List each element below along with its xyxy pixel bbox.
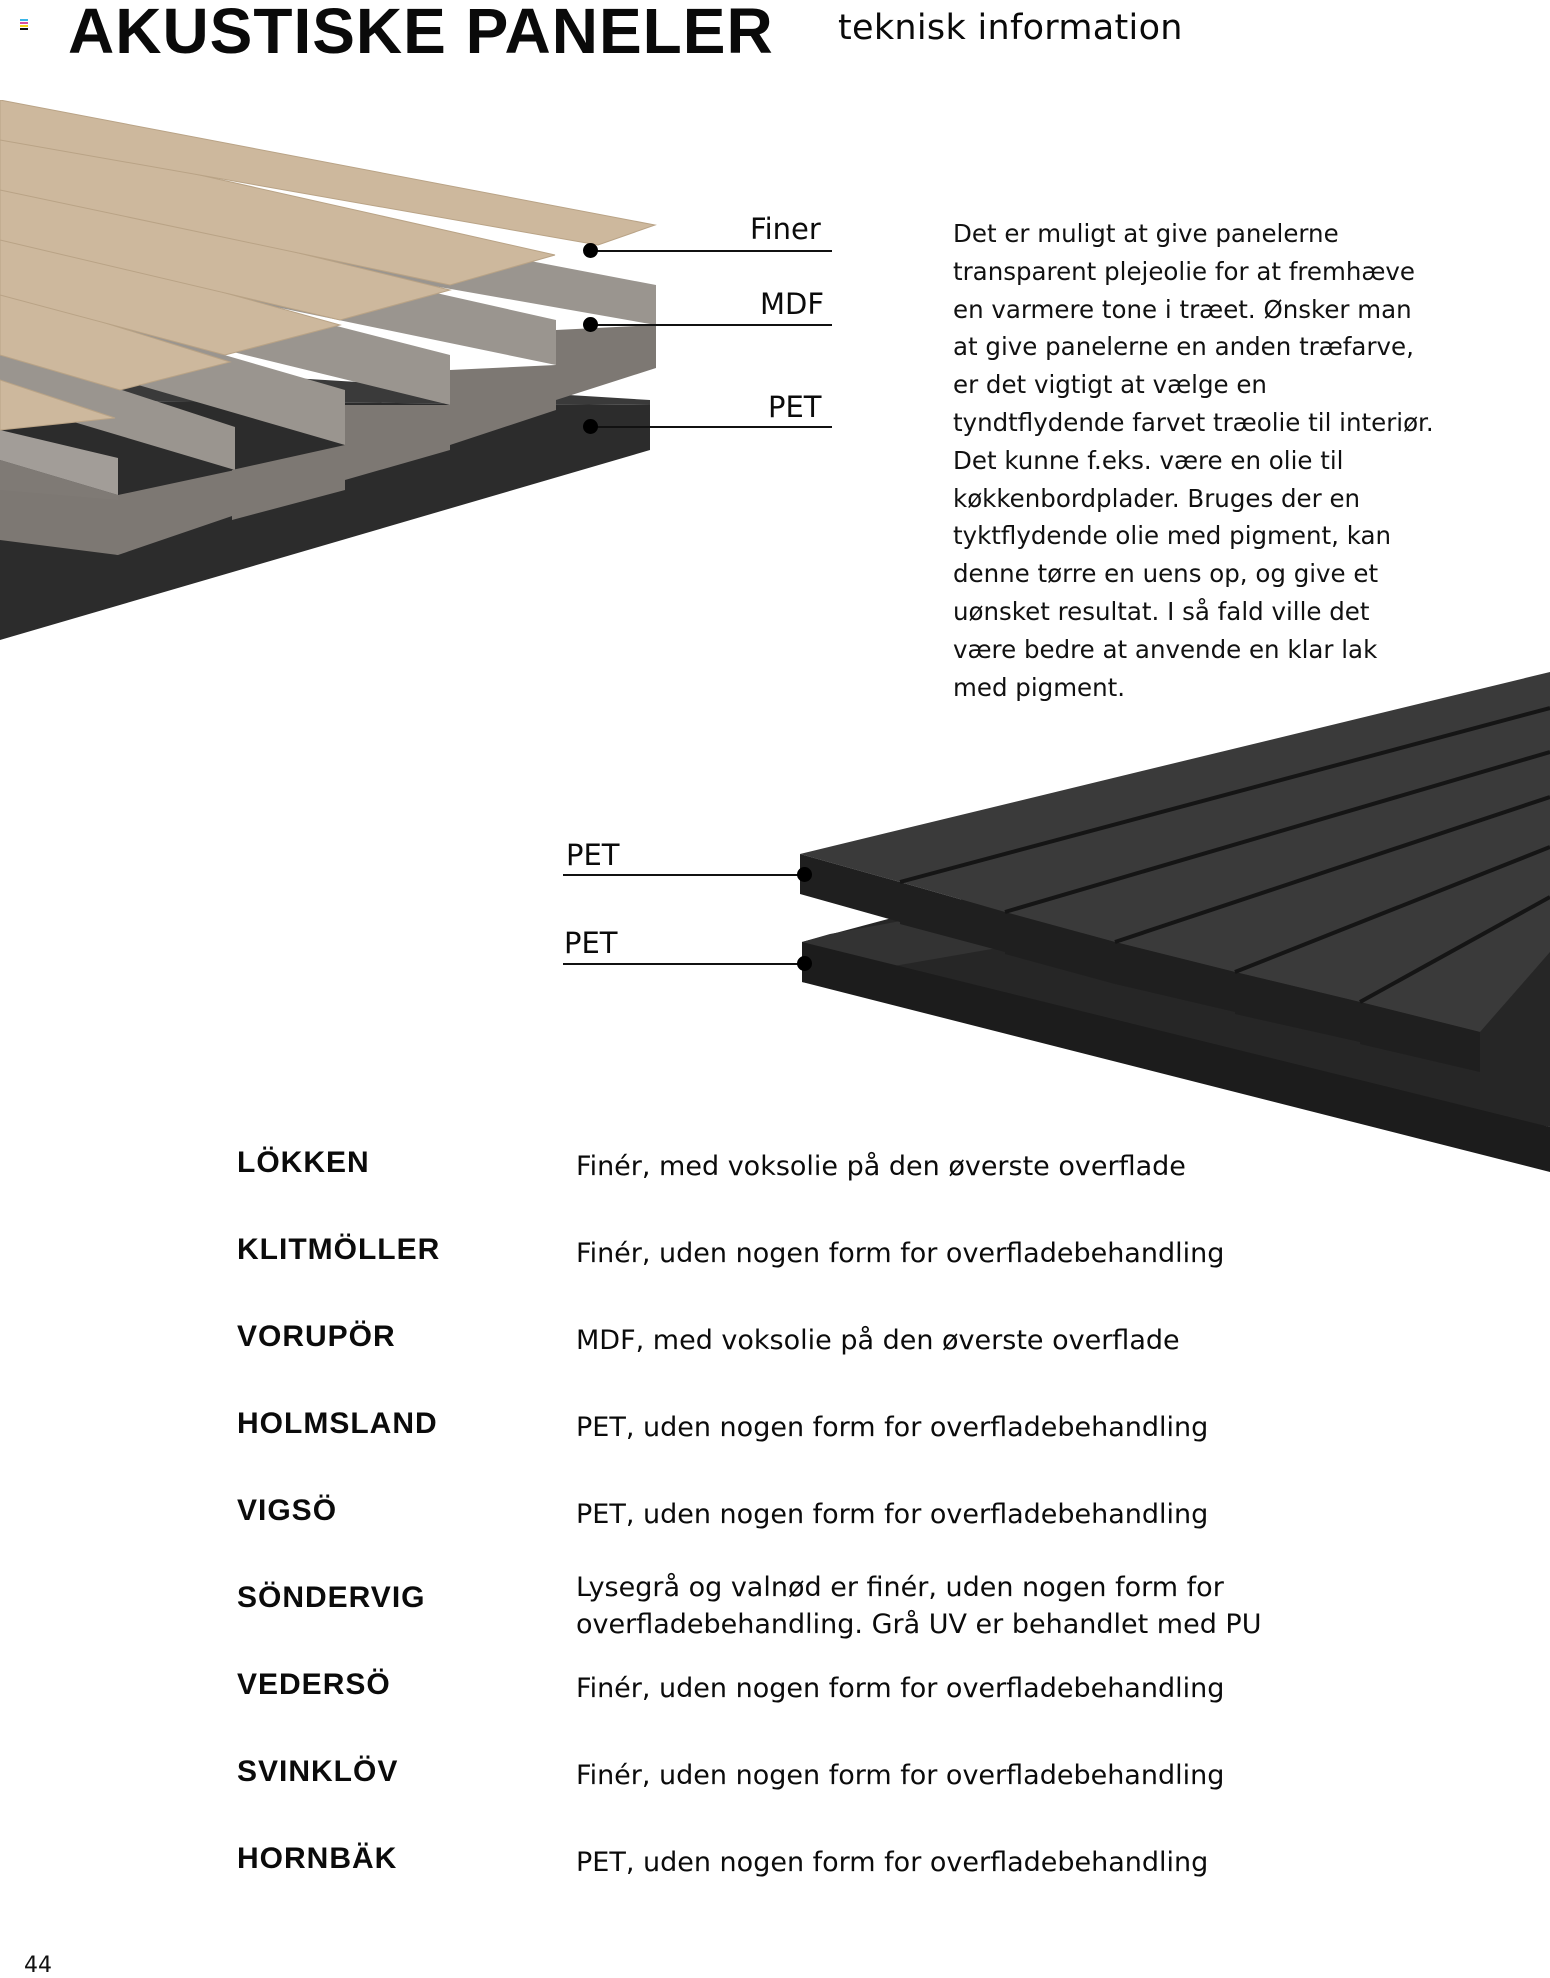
paragraph-line: tyndtflydende farvet træolie til interiør. [953, 407, 1434, 437]
label-mdf: MDF [760, 287, 825, 321]
paragraph-line: transparent plejeolie for at fremhæve [953, 256, 1415, 286]
leader-line [590, 324, 832, 326]
product-description: PET, uden nogen form for overfladebehandling [576, 1499, 1209, 1530]
label-finer: Finer [750, 212, 821, 246]
color-bar-icon [20, 19, 28, 29]
paragraph-line: Det er muligt at give panelerne [953, 219, 1339, 248]
product-description [576, 1569, 1261, 1643]
pointer-dot [583, 317, 598, 332]
paragraph-line: er det vigtigt at vælge en [953, 370, 1267, 400]
paragraph-line: med pigment. [953, 672, 1126, 702]
paragraph-line: denne tørre en uens op, og give et [953, 559, 1379, 589]
description-line: Lysegrå og valnød er finér, uden nogen form for [576, 1572, 1224, 1603]
paragraph-line: være bedre at anvende en klar lak [953, 634, 1378, 664]
label-pet-slat: PET [566, 838, 620, 872]
paragraph-line: køkkenbordplader. Bruges der en [953, 483, 1361, 513]
leader-line [590, 426, 832, 428]
paragraph-line: Det kunne f.eks. være en olie til [953, 445, 1344, 475]
product-name: KLITMÖLLER [237, 1233, 441, 1266]
page-subtitle: teknisk information [838, 8, 1183, 48]
paragraph-line: at give panelerne en anden træfarve, [953, 332, 1414, 362]
product-name: VIGSÖ [237, 1494, 338, 1527]
leader-line [590, 250, 832, 252]
product-name: HOLMSLAND [237, 1407, 438, 1440]
page-title: AKUSTISKE PANELER [68, 0, 774, 67]
product-name: HORNBÄK [237, 1842, 398, 1875]
pointer-dot [797, 956, 812, 971]
product-description: PET, uden nogen form for overfladebehandling [576, 1847, 1209, 1878]
product-name: VEDERSÖ [237, 1668, 391, 1701]
pointer-dot [583, 419, 598, 434]
product-description: Finér, uden nogen form for overfladebehandling [576, 1760, 1225, 1791]
paragraph-line: uønsket resultat. I så fald ville det [953, 596, 1370, 626]
leader-line [563, 874, 805, 876]
top-panel-illustration [0, 100, 680, 640]
bottom-panel-illustration [790, 672, 1550, 1192]
product-name: SVINKLÖV [237, 1755, 399, 1788]
label-pet: PET [768, 390, 822, 424]
product-description: PET, uden nogen form for overfladebehandling [576, 1412, 1209, 1443]
care-instructions-paragraph [953, 215, 1493, 706]
description-line: overfladebehandling. Grå UV er behandlet med PU [576, 1609, 1262, 1640]
product-description: Finér, uden nogen form for overfladebehandling [576, 1673, 1225, 1704]
paragraph-line: en varmere tone i træet. Ønsker man [953, 294, 1412, 324]
leader-line [563, 963, 805, 965]
product-description: Finér, med voksolie på den øverste overflade [576, 1151, 1186, 1182]
label-pet-base: PET [564, 926, 618, 960]
pointer-dot [583, 243, 598, 258]
pointer-dot [797, 867, 812, 882]
product-name: VORUPÖR [237, 1320, 396, 1353]
product-name: LÖKKEN [237, 1146, 370, 1179]
product-description: MDF, med voksolie på den øverste overflade [576, 1325, 1180, 1356]
paragraph-line: tyktflydende olie med pigment, kan [953, 521, 1391, 551]
page-number: 44 [24, 1953, 52, 1978]
product-description: Finér, uden nogen form for overfladebehandling [576, 1238, 1225, 1269]
product-name: SÖNDERVIG [237, 1581, 426, 1614]
